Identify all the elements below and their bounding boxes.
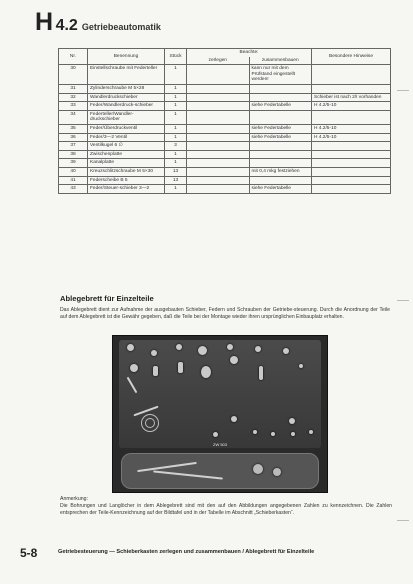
valve-part bbox=[201, 366, 211, 378]
screw-tray bbox=[121, 453, 319, 489]
cell-stueck: 1 bbox=[165, 102, 187, 111]
cell-zusammenbauen bbox=[249, 93, 312, 102]
cell-stueck: 1 bbox=[165, 159, 187, 168]
cell-zusammenbauen bbox=[249, 150, 312, 159]
valve-part bbox=[198, 346, 207, 355]
valve-part bbox=[255, 346, 261, 352]
cell-zerlegen bbox=[187, 176, 250, 185]
cell-hinweise bbox=[312, 65, 391, 85]
cell-benennung: Kanalplatte bbox=[88, 159, 165, 168]
col-header-zusammenbauen: zusammenbauen bbox=[249, 57, 312, 65]
cell-zusammenbauen: kann nur mit dem Prüfstand eingestellt werden! bbox=[249, 65, 312, 85]
cell-stueck: 1 bbox=[165, 65, 187, 85]
cell-zusammenbauen: siehe Federtabelle bbox=[249, 102, 312, 111]
cell-benennung: Federscheibe B 5 bbox=[88, 176, 165, 185]
table-row bbox=[59, 159, 391, 168]
cell-zusammenbauen: siehe Federtabelle bbox=[249, 124, 312, 133]
cell-hinweise bbox=[312, 84, 391, 93]
cell-zusammenbauen: mit 0,4 mkg festziehen bbox=[249, 167, 312, 176]
cell-hinweise bbox=[312, 110, 391, 124]
cell-zerlegen bbox=[187, 110, 250, 124]
cell-nr: 30 bbox=[59, 65, 88, 85]
valve-part bbox=[227, 344, 233, 350]
cell-stueck: 1 bbox=[165, 110, 187, 124]
valve-part bbox=[151, 350, 157, 356]
cell-zerlegen bbox=[187, 150, 250, 159]
cell-benennung: Feder/Wandlerdruck-schieber bbox=[88, 102, 165, 111]
cell-zusammenbauen: siehe Federtabelle bbox=[249, 185, 312, 194]
cell-zusammenbauen bbox=[249, 142, 312, 151]
valve-part bbox=[271, 432, 275, 436]
section-subtitle: Getriebeautomatik bbox=[81, 22, 161, 32]
cell-benennung: Feder/Überdruckventil bbox=[88, 124, 165, 133]
cell-nr: 34 bbox=[59, 110, 88, 124]
cell-nr: 41 bbox=[59, 176, 88, 185]
cell-zerlegen bbox=[187, 124, 250, 133]
cell-hinweise bbox=[312, 159, 391, 168]
valve-part bbox=[231, 416, 237, 422]
cell-stueck: 13 bbox=[165, 167, 187, 176]
col-header-hinweise: Besondere Hinweise bbox=[312, 49, 391, 65]
cell-nr: 33 bbox=[59, 102, 88, 111]
photo-mark: ZW 503 bbox=[213, 442, 228, 447]
cell-nr: 31 bbox=[59, 84, 88, 93]
cell-zerlegen bbox=[187, 65, 250, 85]
col-header-beachte: Beachte: bbox=[187, 49, 312, 57]
cell-benennung: Wandlerdruckschieber bbox=[88, 93, 165, 102]
col-header-stueck: Stück bbox=[165, 49, 187, 65]
cell-benennung: Feder/Steuer-schieber 3—2 bbox=[88, 185, 165, 194]
table-header-row bbox=[59, 49, 391, 57]
cell-zusammenbauen bbox=[249, 110, 312, 124]
cell-stueck: 3 bbox=[165, 142, 187, 151]
valve-part bbox=[230, 356, 238, 364]
cell-benennung: Ventilkugel 6 ∅ bbox=[88, 142, 165, 151]
cell-benennung: Zylinderschraube M 5×28 bbox=[88, 84, 165, 93]
table-row bbox=[59, 102, 391, 111]
valve-part bbox=[176, 344, 182, 350]
col-header-benennung: Benennung bbox=[88, 49, 165, 65]
cell-nr: 36 bbox=[59, 133, 88, 142]
cell-zerlegen bbox=[187, 185, 250, 194]
page-header bbox=[35, 8, 161, 37]
valve-part bbox=[253, 430, 257, 434]
spring-part bbox=[145, 418, 155, 428]
cell-zerlegen bbox=[187, 167, 250, 176]
cell-zerlegen bbox=[187, 133, 250, 142]
cell-nr: 32 bbox=[59, 93, 88, 102]
cell-zerlegen bbox=[187, 84, 250, 93]
cell-zusammenbauen bbox=[249, 84, 312, 93]
cell-benennung: Einstellschraube mit Federteller bbox=[88, 65, 165, 85]
col-header-nr: Nr. bbox=[59, 49, 88, 65]
edge-mark bbox=[397, 300, 409, 301]
tray-part bbox=[253, 464, 263, 474]
cell-nr: 43 bbox=[59, 185, 88, 194]
section-text: Das Ablegebrett dient zur Aufnahme der ausgebauten Schieber, Federn und Schrauben der Getriebe-steuerung. Durch die Anordnung der Teile auf dem Ablegebrett ist die Gewähr gegeben, daß die Teile bei der Montage wieder ihren ursprünglichen Einbauplatz erhalten. bbox=[60, 307, 390, 320]
cell-nr: 35 bbox=[59, 124, 88, 133]
edge-mark bbox=[397, 90, 409, 91]
cell-zerlegen bbox=[187, 159, 250, 168]
page-number: 5-8 bbox=[20, 546, 38, 560]
table-row bbox=[59, 84, 391, 93]
cell-hinweise bbox=[312, 150, 391, 159]
valve-part bbox=[309, 430, 313, 434]
cell-hinweise: H 4.2/5-10 bbox=[312, 102, 391, 111]
cell-benennung: Federteller/Wandler-druckschieber bbox=[88, 110, 165, 124]
cell-benennung: Zwischenplatte bbox=[88, 150, 165, 159]
table-row bbox=[59, 110, 391, 124]
valve-part bbox=[283, 348, 289, 354]
cell-stueck: 1 bbox=[165, 133, 187, 142]
parts-board-photo bbox=[112, 335, 328, 493]
table-row bbox=[59, 133, 391, 142]
note-title: Anmerkung: bbox=[60, 496, 88, 502]
edge-mark bbox=[397, 520, 409, 521]
cell-stueck: 13 bbox=[165, 176, 187, 185]
table-row bbox=[59, 176, 391, 185]
table-row bbox=[59, 142, 391, 151]
cell-nr: 39 bbox=[59, 159, 88, 168]
cell-hinweise: H 4.2/5-10 bbox=[312, 133, 391, 142]
table-row bbox=[59, 185, 391, 194]
cell-zerlegen bbox=[187, 93, 250, 102]
table-row bbox=[59, 150, 391, 159]
cell-benennung: Kreuzschlitzschraube M 5×30 bbox=[88, 167, 165, 176]
cell-zusammenbauen bbox=[249, 176, 312, 185]
cell-nr: 37 bbox=[59, 142, 88, 151]
table-row bbox=[59, 167, 391, 176]
table-row bbox=[59, 93, 391, 102]
parts-table bbox=[58, 48, 391, 194]
section-letter: H bbox=[35, 8, 53, 36]
valve-part bbox=[291, 432, 295, 436]
cell-zerlegen bbox=[187, 142, 250, 151]
cell-benennung: Feder/3—2 Ventil bbox=[88, 133, 165, 142]
footer-text: Getriebesteuerung — Schieberkasten zerlegen und zusammenbauen / Ablegebrett für Einzelteile bbox=[58, 549, 315, 555]
cell-stueck: 1 bbox=[165, 84, 187, 93]
cell-zusammenbauen: siehe Federtabelle bbox=[249, 133, 312, 142]
cell-nr: 40 bbox=[59, 167, 88, 176]
cell-hinweise: H 4.2/5-10 bbox=[312, 124, 391, 133]
cell-stueck: 1 bbox=[165, 185, 187, 194]
col-header-zerlegen: zerlegen bbox=[187, 57, 250, 65]
valve-part bbox=[130, 364, 138, 372]
cell-hinweise bbox=[312, 167, 391, 176]
valve-part bbox=[127, 344, 134, 351]
cell-stueck: 1 bbox=[165, 150, 187, 159]
cell-hinweise bbox=[312, 185, 391, 194]
cell-nr: 38 bbox=[59, 150, 88, 159]
valve-part bbox=[289, 418, 295, 424]
cell-hinweise bbox=[312, 142, 391, 151]
cell-zerlegen bbox=[187, 102, 250, 111]
note-text: Die Bohrungen und Langlöcher in dem Ablegebrett sind mit den auf den Abbildungen angegebenen Zahlen zu kennzeichnen. Die Zahlen entsprechen der Teile-Kennzeichnung auf der Bildtafel und in der Tabelle im Abschnitt „Schieberkasten“. bbox=[60, 503, 392, 516]
tray-part bbox=[273, 468, 281, 476]
valve-part bbox=[178, 362, 183, 373]
cell-stueck: 1 bbox=[165, 93, 187, 102]
table-row bbox=[59, 124, 391, 133]
valve-part bbox=[153, 366, 158, 376]
section-number: 4.2 bbox=[55, 17, 78, 34]
valve-part bbox=[259, 366, 263, 380]
table-body bbox=[59, 65, 391, 194]
valve-part bbox=[299, 364, 303, 368]
cell-stueck: 1 bbox=[165, 124, 187, 133]
section-title: Ablegebrett für Einzelteile bbox=[60, 294, 154, 303]
cell-hinweise: Schieber ist nach 2/I vorhanden bbox=[312, 93, 391, 102]
valve-part bbox=[213, 432, 218, 437]
cell-hinweise bbox=[312, 176, 391, 185]
table-row bbox=[59, 65, 391, 85]
cell-zusammenbauen bbox=[249, 159, 312, 168]
